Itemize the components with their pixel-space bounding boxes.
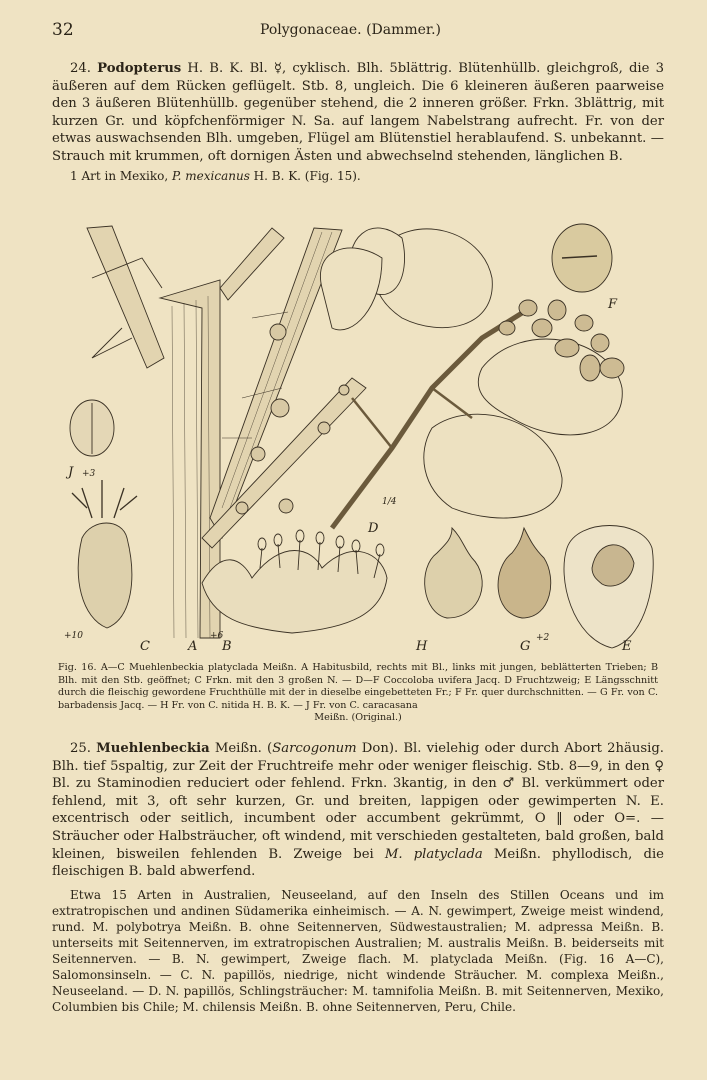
figure-caption xyxy=(58,662,658,725)
barbadensis-fruit xyxy=(498,528,551,618)
label-J-scale: +3 xyxy=(82,469,96,479)
platyclada-branch-left xyxy=(87,226,164,368)
section-number: 24. xyxy=(70,61,91,76)
species-line: 1 Art in Mexiko, P. mexicanus H. B. K. (Fig. 15). xyxy=(70,168,361,183)
label-F: F xyxy=(608,297,618,312)
running-head: Polygonaceae. (Dammer.) xyxy=(259,22,441,38)
distribution-paragraph: Etwa 15 Arten in Australien, Neuseeland, auf den Inseln des Stillen Oceans und im extratropischen und andinen Südamerika einheimisch. — A. N. gewimpert, Zweige meist windend, rund. M. polybotrya Meißn. B. ohne Seitennerven, Südwestaustralien; M. adpressa Meißn. B. unterseits mit Seitennerven, im extratropischen Australien; M. australis Meißn. B. beiderseits mit Seitennerven. — B. N. gewimpert, Zweige flach. M. platyclada Meißn. (Fig. 16 A—C), Salomonsinseln. — C. N. papillös, niedrige, nicht windende Sträucher. M. complexa Meißn., Neuseeland. — D. N. papillös, Schlingsträucher: M. tamnifolia Meißn. B. mit Seitennerven, Mexiko, Columbien bis Chile; M. chilensis Meißn. B. ohne Seitennerven, Peru, Chile. xyxy=(52,887,664,1014)
label-J: J xyxy=(68,465,74,480)
label-C-scale: +10 xyxy=(64,631,83,641)
label-H: H xyxy=(416,639,428,654)
platyclada-branch-top xyxy=(220,228,284,300)
caption-source: Meißn. (Original.) xyxy=(314,712,402,723)
label-A: A xyxy=(188,639,198,654)
nitida-fruit xyxy=(425,528,483,618)
opened-perianth xyxy=(202,551,387,634)
genus-name: Muehlenbeckia xyxy=(96,741,210,756)
fruit-cross-section xyxy=(552,224,612,292)
label-B-scale: +6 xyxy=(210,631,224,641)
botanical-plate xyxy=(52,218,664,658)
genus-description: H. B. K. Bl. ☿, cyklisch. Blh. 5blättrig. Blütenhüllb. gleichgroß, die 3 äußeren auf dem Rücken geflügelt. Stb. 8, ungleich. Die 6 kleineren äußeren paarweise den 3 äußeren Blütenhüllb. gegenüber stehend, die 2 inneren größer. Frkn. 3blättrig, mit kurzen Gr. und köpfchenförmiger N. Sa. auf langem Nabelstrang aufrecht. Fr. von der etwas auswachsenden Blh. umgeben, Flügel am Blütenstiel herablaufend. S. unbekannt. — Strauch mit krummen, oft dornigen Ästen und abwechselnd stehenden, länglichen B. xyxy=(52,61,664,164)
label-E: E xyxy=(622,639,632,654)
page-number: 32 xyxy=(52,20,74,40)
figure-16-illustration xyxy=(52,218,664,658)
coccoloba-leaf-5 xyxy=(320,248,382,330)
label-G: G xyxy=(520,639,531,654)
label-B: B xyxy=(222,639,232,654)
page-header xyxy=(52,20,649,44)
label-C: C xyxy=(140,639,150,654)
fruit-longitudinal-section xyxy=(564,526,653,649)
label-G-scale: +2 xyxy=(536,633,550,643)
caption-text: Fig. 16. A—C Muehlenbeckia platyclada Meißn. A Habitusbild, rechts mit Bl., links mit jungen, beblätterten Trieben; B Blh. mit den Stb. geöffnet; C Frkn. mit den 3 großen N. — D—F Coccoloba uvifera Jacq. D Fruchtzweig; E Längsschnitt durch die fleischig gewordene Fruchthülle mit der in dieselbe eingebetteten Fr.; F Fr. quer durchschnitten. — G Fr. von C. barbadensis Jacq. — H Fr. von C. nitida H. B. K. — J Fr. von C. caracasana xyxy=(58,662,658,711)
section-number: 25. xyxy=(70,741,91,756)
platyclada-ovary xyxy=(78,523,132,628)
label-D: D xyxy=(368,521,379,536)
genus-name: Podopterus xyxy=(97,61,182,76)
section-25-muehlenbeckia: 25. Muehlenbeckia Meißn. (Sarcogonum Don). Bl. vielehig oder durch Abort 2häusig. Blh. tief 5spaltig, zur Zeit der Fruchtreife mehr oder weniger fleischig. Stb. 8—9, in den ♀ Bl. zu Staminodien reduciert oder fehlend. Frkn. 3kantig, in den ♂ Bl. verkümmert oder fehlend, mit 3, oft sehr kurzen, Gr. und breiten, lappigen oder gewimperten N. E. excentrisch oder seitlich, incumbent oder accumbent gekrümmt, O ‖ oder O=. — Sträucher oder Halbsträucher, oft windend, mit verschieden gestalteten, bald großen, bald kleinen, bisweilen fehlenden B. Zweige bei M. platyclada Meißn. phyllodisch, die fleischigen B. bald abwerfend. Etwa 15 Arten in Australien, Neuseeland, auf den Inseln des Stillen Oceans und im extratropischen und andinen Südamerika einheimisch. — A. N. gewimpert, Zweige meist windend, rund. M. polybotrya Meißn. B. ohne Seitennerven, Südwestaustralien; M. adpressa Meißn. B. unterseits mit Seitennerven, im extratropischen Australien; M. australis Meißn. B. beiderseits mit Seitennerven. — B. N. gewimpert, Zweige flach. M. platyclada Meißn. (Fig. 16 A—C), Salomonsinseln. — C. N. papillös, niedrige, nicht windende Sträucher. M. complexa Meißn., Neuseeland. — D. N. papillös, Schlingsträucher: M. tamnifolia Meißn. B. mit Seitennerven, Mexiko, Columbien bis Chile; M. chilensis Meißn. B. ohne Seitennerven, Peru, Chile. xyxy=(52,741,664,1014)
label-D-scale: 1/4 xyxy=(382,497,397,507)
section-24-podopterus xyxy=(52,60,664,184)
